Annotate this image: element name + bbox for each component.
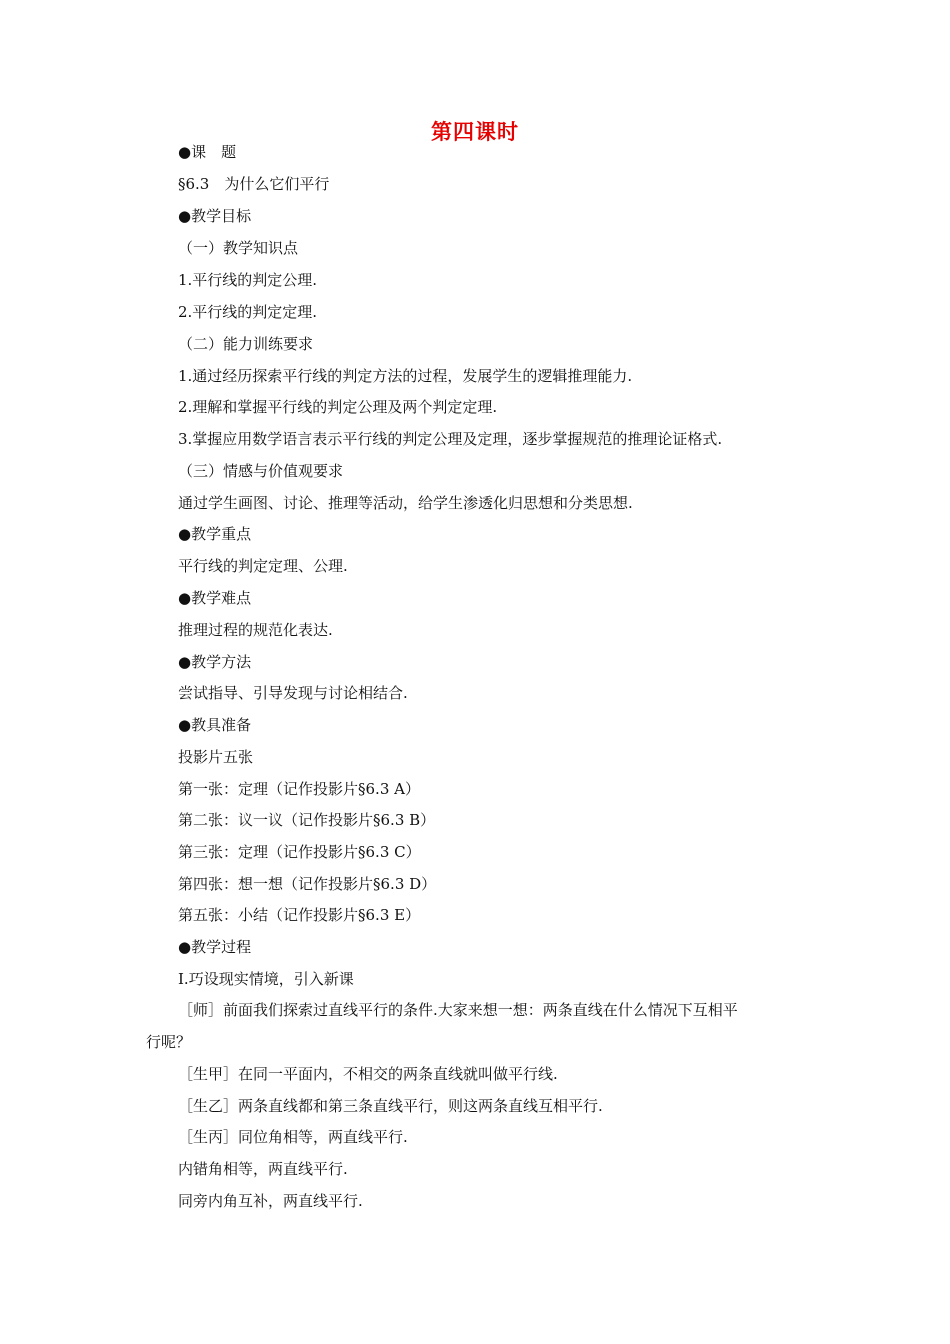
text-line: 同旁内角互补，两直线平行. [178, 1192, 363, 1210]
text-line: ●教学难点 [178, 589, 252, 607]
text-line: §6.3 为什么它们平行 [178, 175, 330, 193]
text-line: Ⅰ.巧设现实情境，引入新课 [178, 970, 354, 988]
text-line: 第四张：想一想（记作投影片§6.3 D） [178, 875, 437, 893]
page-title: 第四课时 [431, 120, 519, 144]
text-line: ●教学方法 [178, 653, 252, 671]
text-line: 1.通过经历探索平行线的判定方法的过程，发展学生的逻辑推理能力. [178, 367, 633, 385]
text-line: （一）教学知识点 [178, 239, 299, 257]
text-line: 通过学生画图、讨论、推理等活动，给学生渗透化归思想和分类思想. [178, 494, 633, 512]
text-line: 第一张：定理（记作投影片§6.3 A） [178, 780, 420, 798]
text-line: ●课 题 [178, 143, 237, 161]
text-line: ［生甲］在同一平面内，不相交的两条直线就叫做平行线. [178, 1065, 558, 1083]
text-line: 投影片五张 [178, 748, 254, 766]
text-line: ［师］前面我们探索过直线平行的条件.大家来想一想：两条直线在什么情况下互相平 [178, 1001, 738, 1019]
text-line: 行呢？ [146, 1033, 192, 1051]
text-line: 尝试指导、引导发现与讨论相结合. [178, 684, 408, 702]
text-line: （三）情感与价值观要求 [178, 462, 344, 480]
text-line: 推理过程的规范化表达. [178, 621, 333, 639]
text-line: 1.平行线的判定公理. [178, 271, 318, 289]
text-line: （二）能力训练要求 [178, 335, 314, 353]
text-line: ［生丙］同位角相等，两直线平行. [178, 1128, 408, 1146]
text-line: 平行线的判定定理、公理. [178, 557, 348, 575]
text-line: ●教学目标 [178, 207, 252, 225]
text-line: ［生乙］两条直线都和第三条直线平行，则这两条直线互相平行. [178, 1097, 603, 1115]
text-line: ●教具准备 [178, 716, 252, 734]
text-line: ●教学重点 [178, 525, 252, 543]
text-line: 第三张：定理（记作投影片§6.3 C） [178, 843, 421, 861]
text-line: 2.平行线的判定定理. [178, 303, 318, 321]
text-line: 第五张：小结（记作投影片§6.3 E） [178, 906, 421, 924]
text-line: 内错角相等，两直线平行. [178, 1160, 348, 1178]
text-line: 3.掌握应用数学语言表示平行线的判定公理及定理，逐步掌握规范的推理论证格式. [178, 430, 723, 448]
text-line: 第二张：议一议（记作投影片§6.3 B） [178, 811, 436, 829]
text-line: 2.理解和掌握平行线的判定公理及两个判定定理. [178, 398, 498, 416]
text-line: ●教学过程 [178, 938, 252, 956]
